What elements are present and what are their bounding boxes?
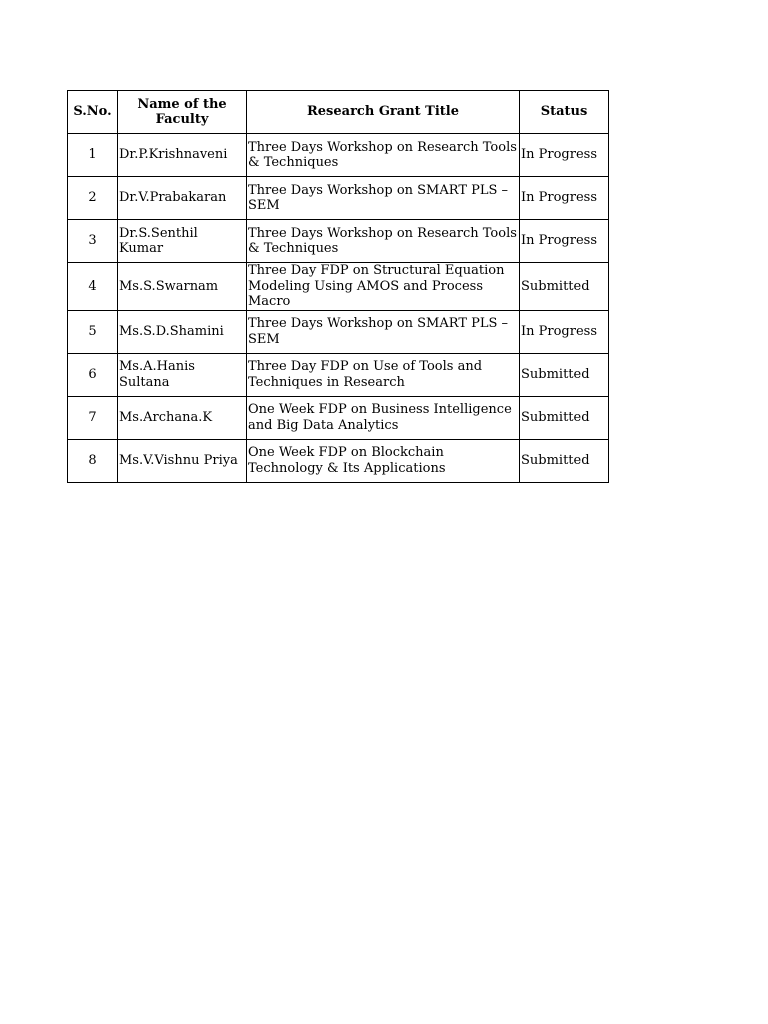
- research-grant-table: [67, 90, 609, 483]
- cell-grant-title: Three Day FDP on Use of Tools and Techniques in Research: [247, 353, 520, 396]
- cell-grant-title: One Week FDP on Business Intelligence and Big Data Analytics: [247, 396, 520, 439]
- cell-faculty-name: Ms.Archana.K: [118, 396, 247, 439]
- cell-faculty-name: Dr.P.Krishnaveni: [118, 134, 247, 177]
- cell-sno: 2: [68, 177, 118, 220]
- cell-sno: 3: [68, 220, 118, 263]
- cell-faculty-name: Ms.V.Vishnu Priya: [118, 439, 247, 482]
- cell-status: Submitted: [520, 263, 609, 311]
- table-row: [68, 439, 609, 482]
- cell-faculty-name: Dr.V.Prabakaran: [118, 177, 247, 220]
- cell-faculty-name: Ms.A.Hanis Sultana: [118, 353, 247, 396]
- table-row: [68, 263, 609, 311]
- cell-status: In Progress: [520, 310, 609, 353]
- header-sno: S.No.: [68, 91, 118, 134]
- header-status: Status: [520, 91, 609, 134]
- table-header-row: [68, 91, 609, 134]
- cell-sno: 8: [68, 439, 118, 482]
- cell-status: In Progress: [520, 220, 609, 263]
- cell-status: In Progress: [520, 177, 609, 220]
- header-faculty-name: Name of the Faculty: [118, 91, 247, 134]
- cell-sno: 5: [68, 310, 118, 353]
- cell-faculty-name: Dr.S.Senthil Kumar: [118, 220, 247, 263]
- cell-status: In Progress: [520, 134, 609, 177]
- table-row: [68, 220, 609, 263]
- cell-grant-title: Three Days Workshop on SMART PLS – SEM: [247, 177, 520, 220]
- header-grant-title: Research Grant Title: [247, 91, 520, 134]
- cell-grant-title: Three Days Workshop on SMART PLS – SEM: [247, 310, 520, 353]
- table-row: [68, 177, 609, 220]
- table-row: [68, 396, 609, 439]
- table-row: [68, 134, 609, 177]
- cell-sno: 4: [68, 263, 118, 311]
- cell-sno: 1: [68, 134, 118, 177]
- table-row: [68, 310, 609, 353]
- cell-status: Submitted: [520, 439, 609, 482]
- table-row: [68, 353, 609, 396]
- cell-grant-title: Three Days Workshop on Research Tools & Techniques: [247, 134, 520, 177]
- cell-grant-title: Three Days Workshop on Research Tools & Techniques: [247, 220, 520, 263]
- cell-status: Submitted: [520, 353, 609, 396]
- cell-faculty-name: Ms.S.D.Shamini: [118, 310, 247, 353]
- cell-grant-title: Three Day FDP on Structural Equation Modeling Using AMOS and Process Macro: [247, 263, 520, 311]
- cell-faculty-name: Ms.S.Swarnam: [118, 263, 247, 311]
- cell-sno: 6: [68, 353, 118, 396]
- cell-status: Submitted: [520, 396, 609, 439]
- cell-sno: 7: [68, 396, 118, 439]
- cell-grant-title: One Week FDP on Blockchain Technology & Its Applications: [247, 439, 520, 482]
